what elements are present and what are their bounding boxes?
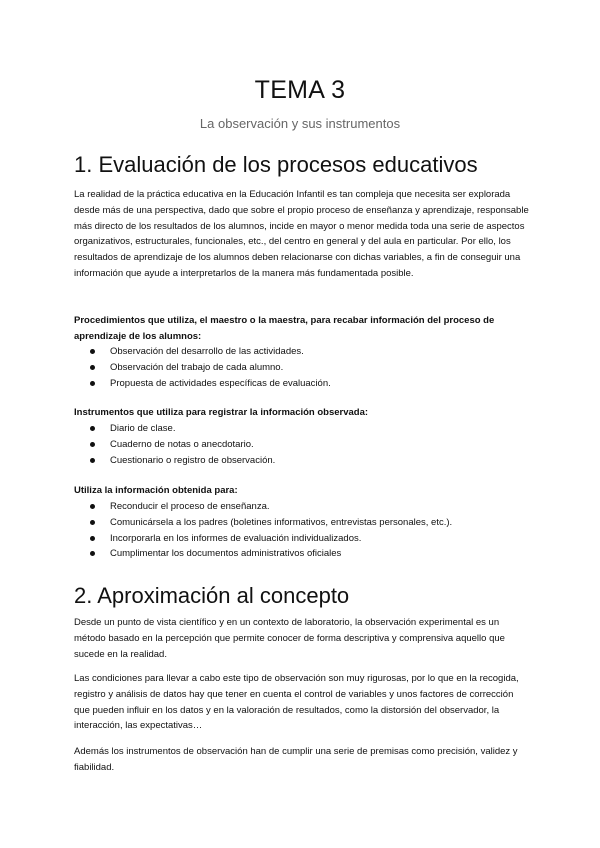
instruments-list [74, 421, 275, 468]
list-item: Propuesta de actividades específicas de evaluación. [74, 376, 331, 392]
section-1-heading: 1. Evaluación de los procesos educativos [74, 152, 478, 177]
section-2-paragraph-3: Además los instrumentos de observación han de cumplir una serie de premisas como precisión, validez y fiabilidad. [74, 746, 518, 773]
bullet-icon [90, 426, 95, 431]
list-item: Cumplimentar los documentos administrativos oficiales [74, 546, 452, 562]
list-item: Cuestionario o registro de observación. [74, 453, 275, 469]
bullet-icon [90, 536, 95, 541]
bullet-icon [90, 520, 95, 525]
list-item: Diario de clase. [74, 421, 275, 437]
page-title: TEMA 3 [254, 76, 346, 104]
bullet-icon [90, 458, 95, 463]
uses-label: Utiliza la información obtenida para: [74, 485, 238, 496]
page-subtitle: La observación y sus instrumentos [199, 116, 401, 131]
bullet-icon [90, 504, 95, 509]
bullet-icon [90, 365, 95, 370]
procedures-label: Procedimientos que utiliza, el maestro o la maestra, para recabar información del proceso de aprendizaje de los alumnos: [74, 315, 495, 342]
section-2-paragraph-2: Las condiciones para llevar a cabo este tipo de observación son muy rigurosas, por lo que en la recogida, registro y análisis de datos hay que tener en cuenta el control de variables y unos factores de corrección que pueden influir en los datos y en la valoración de resultados, como la distorsión del observador, la interacción, las expectativas… [74, 673, 519, 732]
bullet-icon [90, 349, 95, 354]
bullet-icon [90, 551, 95, 556]
list-item: Observación del trabajo de cada alumno. [74, 360, 331, 376]
list-item: Incorporarla en los informes de evaluación individualizados. [74, 531, 452, 547]
list-item: Reconducir el proceso de enseñanza. [74, 499, 452, 515]
bullet-icon [90, 442, 95, 447]
list-item: Comunicársela a los padres (boletines informativos, entrevistas personales, etc.). [74, 515, 452, 531]
uses-list [74, 499, 452, 562]
bullet-icon [90, 381, 95, 386]
list-item: Observación del desarrollo de las actividades. [74, 344, 331, 360]
section-2-paragraph-1: Desde un punto de vista científico y en un contexto de laboratorio, la observación experimental es un método basado en la percepción que permite conocer de forma descriptiva y comprensiva aquello que sucede en la realidad. [74, 617, 505, 660]
list-item: Cuaderno de notas o anecdotario. [74, 437, 275, 453]
section-1-intro-paragraph: La realidad de la práctica educativa en la Educación Infantil es tan compleja que necesita ser explorada desde más de una perspectiva, dado que sobre el propio proceso de enseñanza y aprendizaje, responsable más directo de los resultados de los alumnos, incide en mayor o menor medida toda una serie de aspectos organizativos, estructurales, funcionales, etc., del centro en general y del aula en particular. Por ello, los resultados de aprendizaje de los alumnos deben relacionarse con dichas variables, a fin de conseguir una información que ayude a interpretarlos de la manera más fundamentada posible. [74, 189, 529, 279]
section-2-heading: 2. Aproximación al concepto [74, 583, 350, 608]
instruments-label: Instrumentos que utiliza para registrar la información observada: [74, 407, 369, 418]
procedures-list [74, 344, 331, 391]
